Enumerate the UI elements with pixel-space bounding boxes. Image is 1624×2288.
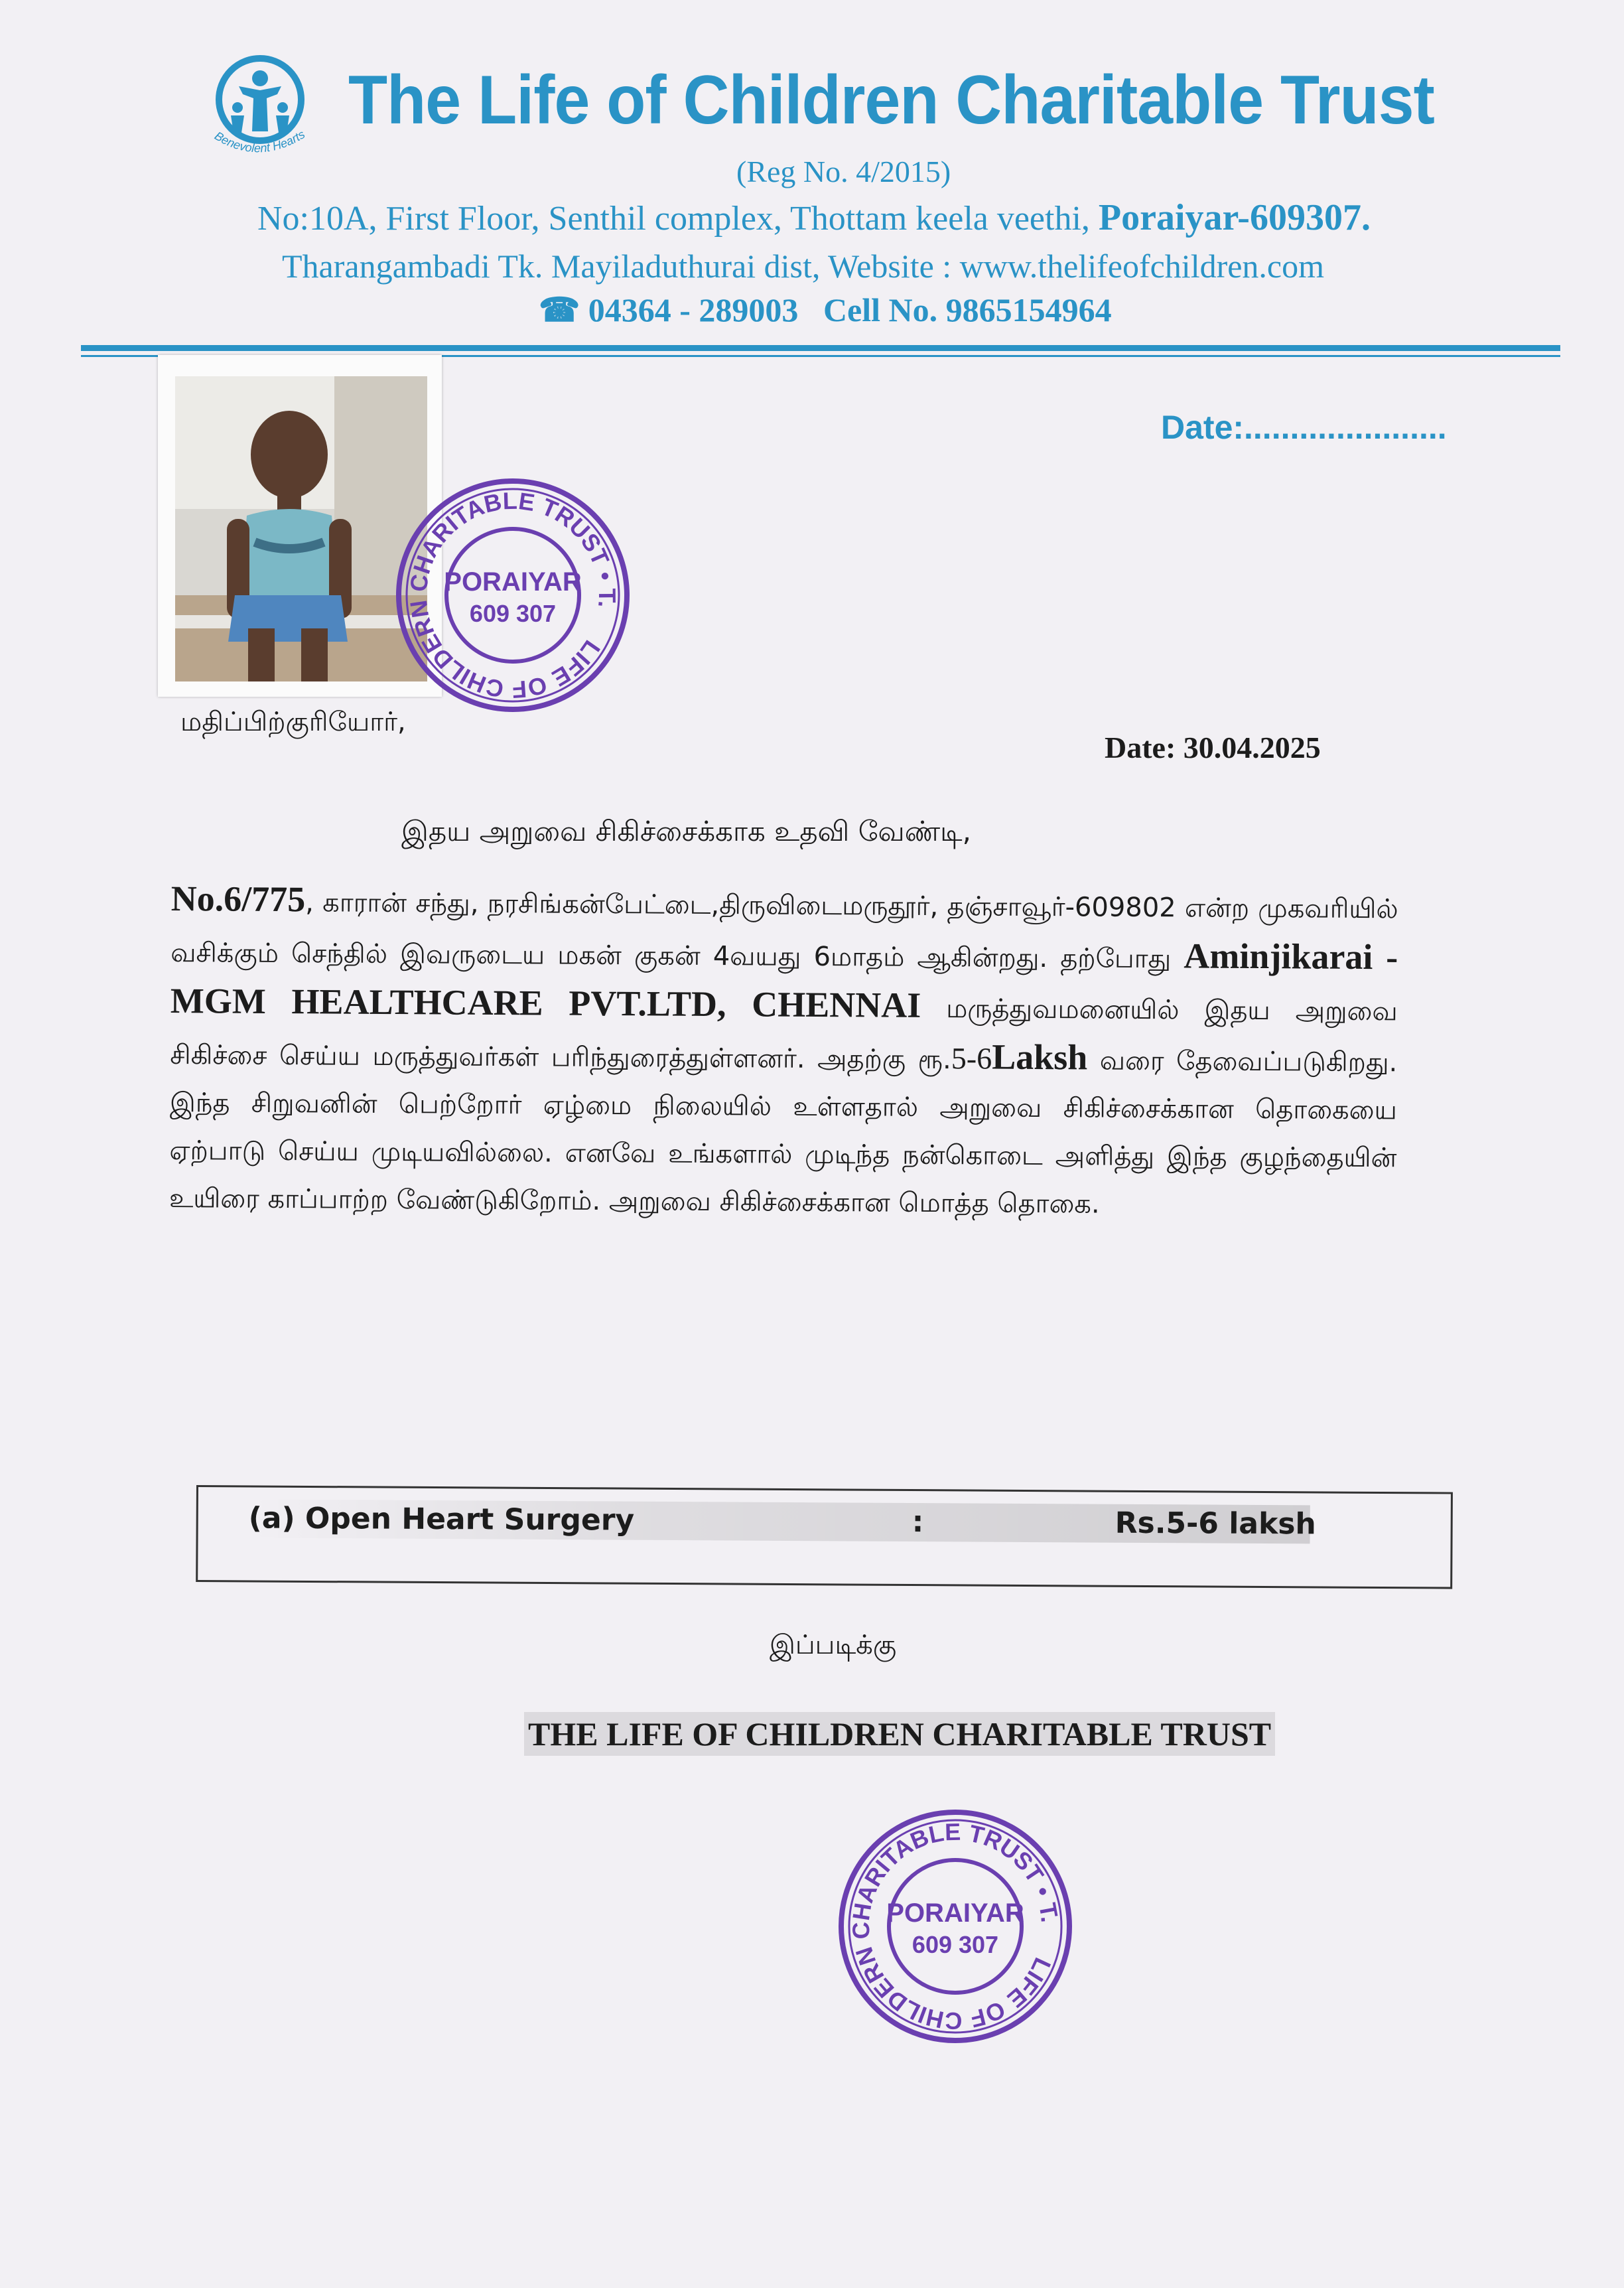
body-text-2: மருத்துவமனையில் இதய அறுவை சிகிச்சை செய்ய மருத்துவர்கள் பரிந்துரைத்துள்ளனர். அதற்கு ரூ. <box>170 993 1398 1076</box>
stamp-center-town: PORAIYAR <box>444 567 582 597</box>
cost-item-label: (a) Open Heart Surgery <box>248 1501 635 1537</box>
child-photo-image <box>175 376 427 681</box>
signature-organization: THE LIFE OF CHILDREN CHARITABLE TRUST <box>524 1712 1275 1756</box>
address-street: No:10A, First Floor, Senthil complex, Thottam keela veethi, <box>257 200 1090 238</box>
closing-phrase: இப்படிக்கு <box>770 1630 897 1660</box>
letter-date: Date: 30.04.2025 <box>1105 731 1321 764</box>
body-text-1: , காரான் சந்து, நரசிங்கன்பேட்டை,திருவிடைமருதூர், தஞ்சாவூர்-609802 என்ற முகவரியில் வசிக்கும் செந்தில் இவருடைய மகன் குகன் 4வயது 6மாதம் ஆகின்றது. தற்போது <box>170 887 1398 975</box>
letter-subject: இதய அறுவை சிகிச்சைக்காக உதவி வேண்டி, <box>401 815 971 847</box>
cost-separator: : <box>912 1505 924 1539</box>
salutation: மதிப்பிற்குரியோர், <box>180 707 406 737</box>
body-text-3: வரை தேவைப்படுகிறது. இந்த சிறுவனின் பெற்றோர் ஏழ்மை நிலையில் உள்ளதால் அறுவை சிகிச்சைக்கான தொகையை ஏற்பாடு செய்ய முடியவில்லை. எனவே உங்களால் முடிந்த நன்கொடை அளித்து இந்த குழந்தையின் உயிரை காப்பாற்ற வேண்டுகிறோம். அறுவை சிகிச்சைக்கான மொத்த தொகை. <box>169 1045 1398 1220</box>
address-line-2: Tharangambadi Tk. Mayiladuthurai dist, Website : www.thelifeofchildren.com <box>282 248 1325 285</box>
patient-address-number: No.6/775 <box>170 878 306 920</box>
stamp-ring-text-2: LIFE OF CHILDERN CHARITABLE TRUST • T. <box>846 1818 1063 2035</box>
letterhead-date-field: Date:...................... <box>1161 409 1447 446</box>
stamp-center-pin-2: 609 307 <box>912 1931 999 1958</box>
phone-icon: ☎ <box>539 291 580 328</box>
phone-number: 04364 - 289003 <box>588 291 799 328</box>
trust-seal-stamp-signature <box>833 1804 1078 2049</box>
contact-line <box>539 291 1112 329</box>
trust-seal-stamp <box>390 472 636 718</box>
hospital-name: Aminjikarai - MGM HEALTHCARE PVT.LTD, CHENNAI <box>170 936 1398 1025</box>
stamp-center-pin: 609 307 <box>469 600 557 627</box>
header-rule <box>81 345 1560 351</box>
logo-caption: Benevolent Hearts <box>212 127 308 155</box>
amount-unit: Laksh <box>992 1037 1088 1078</box>
organization-title: The Life of Children Charitable Trust <box>348 62 1434 139</box>
address-line-1 <box>257 196 1371 239</box>
stamp-ring-text: LIFE OF CHILDERN CHARITABLE TRUST • T. <box>404 486 622 704</box>
address-town: Poraiyar-609307. <box>1098 197 1371 238</box>
cell-number: Cell No. 9865154964 <box>823 291 1112 328</box>
cost-item-value: Rs.5-6 laksh <box>1115 1506 1316 1541</box>
letter-body-paragraph <box>169 875 1398 1230</box>
registration-number: (Reg No. 4/2015) <box>736 155 951 188</box>
amount-range: 5-6 <box>951 1041 992 1076</box>
trust-logo <box>199 52 338 171</box>
stamp-center-town-2: PORAIYAR <box>886 1898 1024 1928</box>
cost-row <box>248 1499 1316 1543</box>
cost-table <box>196 1485 1453 1589</box>
